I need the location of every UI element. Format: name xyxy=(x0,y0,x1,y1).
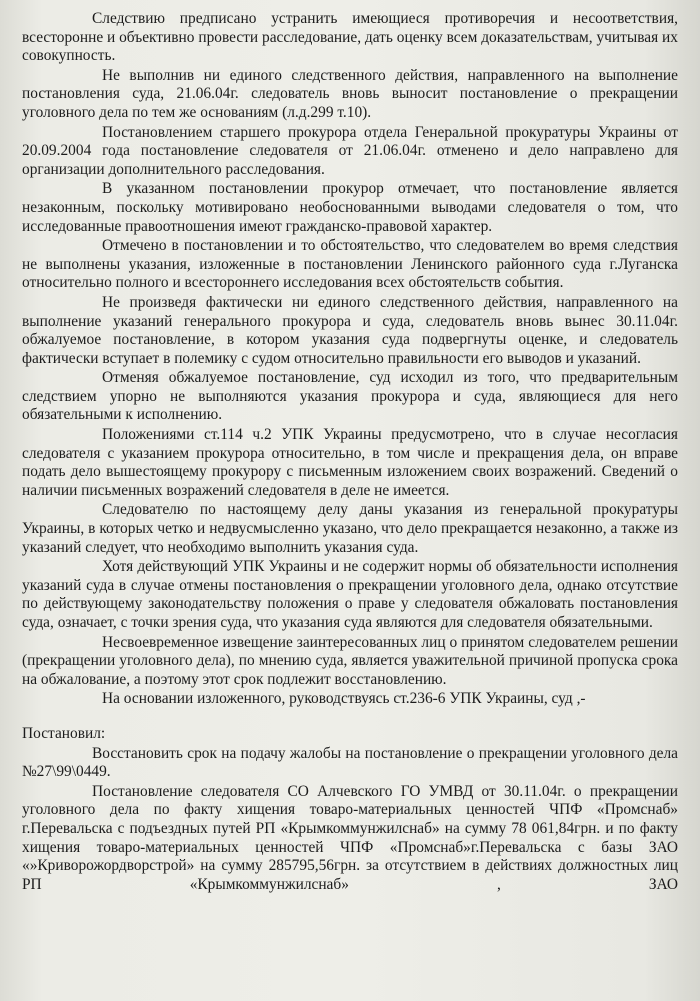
paragraph: На основании изложенного, руководствуясь ст.236-6 УПК Украины, суд ,- xyxy=(102,690,586,708)
paragraph: Положениями ст.114 ч.2 УПК Украины предусмотрено, что в случае несогласия следователя с указанием прокурора относительно, в том числе и прекращения дела, он вправе подать дело вышестоящему прокурору с письменным изложением своих возражений. Сведений о наличии письменных возражений следователя в деле не имеется. xyxy=(22,426,678,499)
paragraph: В указанном постановлении прокурор отмечает, что постановление является незаконным, поскольку мотивировано необоснованными выводами следователя о том, что исследованные правоотношения имеют гражданско-правовой характер. xyxy=(22,180,678,235)
paragraph: Отмечено в постановлении и то обстоятельство, что следователем во время следствия не выполнены указания, изложенные в постановлении Ленинского районного суда г.Луганска относительно полного и всестороннего исследования всех обстоятельств события. xyxy=(22,237,678,292)
paragraph: Не выполнив ни единого следственного действия, направленного на выполнение постановления суда, 21.06.04г. следователь вновь выносит постановление о прекращении уголовного дела по тем же основаниям (л.д.299 т.10). xyxy=(22,66,678,121)
resolution-paragraph: Постановление следователя СО Алчевского ГО УМВД от 30.11.04г. о прекращении уголовного дела по факту хищения товаро-материальных ценностей ЧПФ «Промснаб» г.Перевальска с подъездных путей РП «Крымкоммунжилснаб» на сумму 78 061,84грн. и по факту хищения товаро-материальных ценностей ЧПФ «Промснаб»г.Перевальска с базы ЗАО «»Криворожордворстрой» на сумму 285795,56грн. за отсутствием в действиях должностных лиц РП «Крымкоммунжилснаб» , ЗАО xyxy=(22,782,678,893)
document-body xyxy=(22,10,678,894)
resolved-heading: Постановил: xyxy=(22,724,106,742)
paragraph: Постановлением старшего прокурора отдела Генеральной прокуратуры Украины от 20.09.2004 года постановление следователя от 21.06.04г. отменено и дело направлено для организации дополнительного расследования. xyxy=(22,123,678,178)
paragraph: Отменяя обжалуемое постановление, суд исходил из того, что предварительным следствием упорно не выполняются указания прокурора и суда, являющиеся для него обязательными к исполнению. xyxy=(22,369,678,424)
paragraph: Несвоевременное извещение заинтересованных лиц о принятом следователем решении (прекращении уголовного дела), по мнению суда, является уважительной причиной пропуска срока на обжалование, а поэтому этот срок подлежит восстановлению. xyxy=(22,633,678,688)
paragraph: Не произведя фактически ни единого следственного действия, направленного на выполнение указаний генерального прокурора и суда, следователь вновь вынес 30.11.04г. обжалуемое постановление, в котором указания суда подвергнуты оценке, и следователь фактически вступает в полемику с судом относительно правильности его выводов и указаний. xyxy=(22,293,678,367)
paragraph: Следствию предписано устранить имеющиеся противоречия и несоответствия, всесторонне и объективно провести расследование, дать оценку всем доказательствам, учитывая их совокупность. xyxy=(22,10,678,65)
paragraph: Следователю по настоящему делу даны указания из генеральной прокуратуры Украины, в которых четко и недвусмысленно указано, что дело прекращается незаконно, а также из указаний следует, что необходимо выполнить указания суда. xyxy=(22,501,678,556)
paragraph: Хотя действующий УПК Украины и не содержит нормы об обязательности исполнения указаний суда в случае отмены постановления о прекращении уголовного дела, однако отсутствие по действующему законодательству положения о праве у следователя обжаловать постановления суда, означает, с точки зрения суда, что указания суда являются для следователя обязательными. xyxy=(22,558,678,631)
resolution-paragraph: Восстановить срок на подачу жалобы на постановление о прекращении уголовного дела №27\99\0449. xyxy=(22,744,678,781)
